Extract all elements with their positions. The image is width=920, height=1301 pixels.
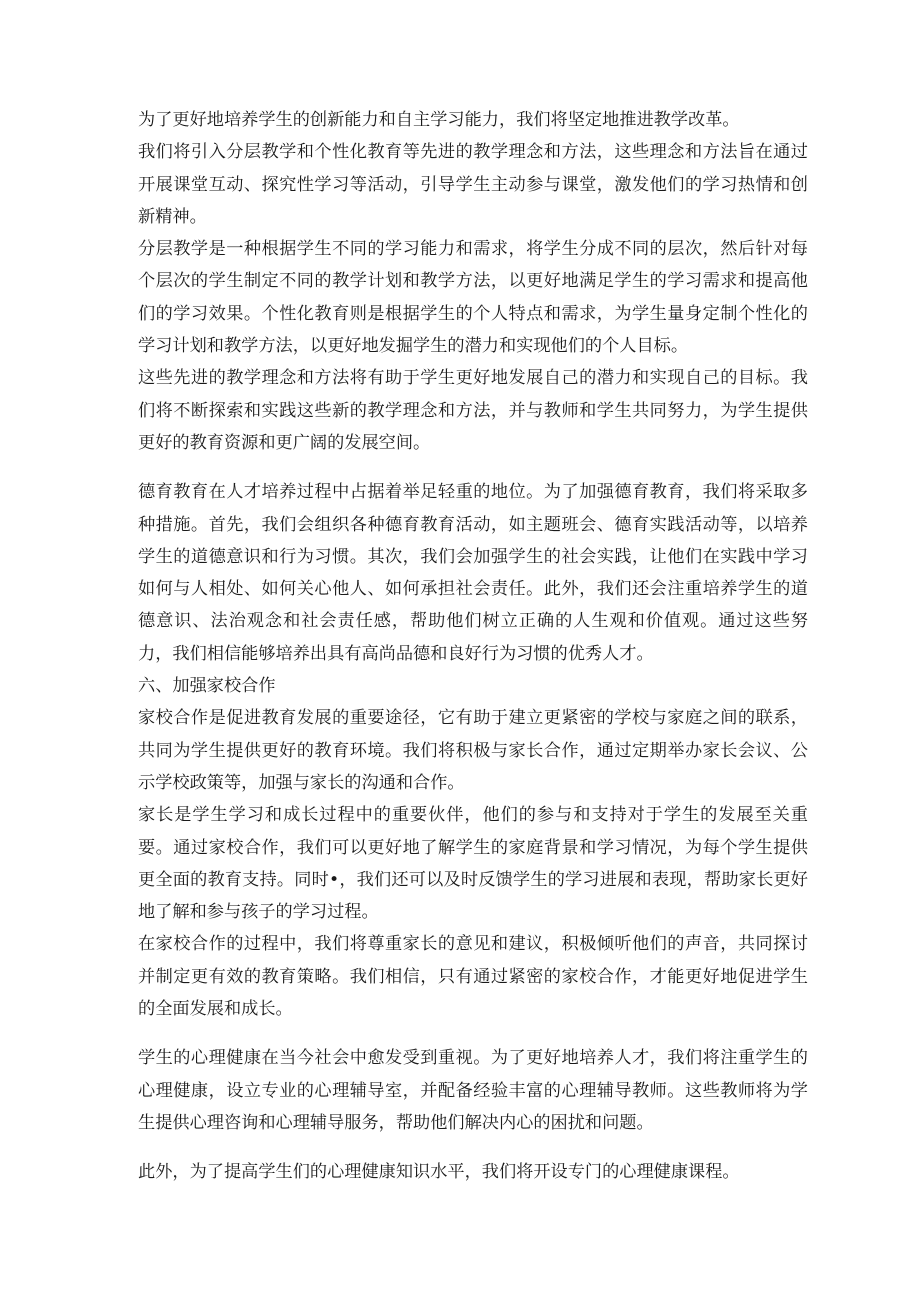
paragraph-parents-partners: 家长是学生学习和成长过程中的重要伙伴，他们的参与和支持对于学生的发展至关重要。通过家校合作，我们可以更好地了解学生的家庭背景和学习情况，为每个学生提供更全面的教育支持。同时•，我们还可以及时反馈学生的学习进展和表现，帮助家长更好地了解和参与孩子的学习过程。	[138, 805, 808, 923]
paragraph-respect-parents: 在家校合作的过程中，我们将尊重家长的意见和建议，积极倾听他们的声音，共同探讨并制定更有效的教育策略。我们相信，只有通过紧密的家校合作，才能更好地促进学生的全面发展和成长。	[138, 934, 808, 1020]
paragraph-teaching-benefits: 这些先进的教学理念和方法将有助于学生更好地发展自己的潜力和实现自己的目标。我们将不断探索和实践这些新的教学理念和方法，并与教师和学生共同努力，为学生提供更好的教育资源和更广阔的发展空间。	[138, 368, 808, 453]
paragraph-teaching-reform-intro: 为了更好地培养学生的创新能力和自主学习能力，我们将坚定地推进教学改革。	[138, 110, 740, 130]
paragraph-moral-education: 德育教育在人才培养过程中占据着举足轻重的地位。为了加强德育教育，我们将采取多种措施。首先，我们会组织各种德育教育活动，如主题班会、德育实践活动等，以培养学生的道德意识和行为习惯。其次，我们会加强学生的社会实践，让他们在实践中学习如何与人相处、如何关心他人、如何承担社会责任。此外，我们还会注重培养学生的道德意识、法治观念和社会责任感，帮助他们树立正确的人生观和价值观。通过这些努力，我们相信能够培养出具有高尚品德和良好行为习惯的优秀人才。	[138, 482, 808, 664]
section-heading-home-school: 六、加强家校合作	[138, 676, 276, 697]
paragraph-home-school-intro: 家校合作是促进教育发展的重要途径，它有助于建立更紧密的学校与家庭之间的联系，共同为学生提供更好的教育环境。我们将积极与家长合作，通过定期举办家长会议、公示学校政策等，加强与家长的沟通和合作。	[138, 708, 808, 793]
document-page	[138, 104, 808, 1189]
paragraph-mental-health-course: 此外，为了提高学生们的心理健康知识水平，我们将开设专门的心理健康课程。	[138, 1162, 740, 1183]
paragraph-layered-personalized-intro: 我们将引入分层教学和个性化教育等先进的教学理念和方法，这些理念和方法旨在通过开展课堂互动、探究性学习等活动，引导学生主动参与课堂，激发他们的学习热情和创新精神。	[138, 142, 808, 227]
paragraph-mental-health: 学生的心理健康在当今社会中愈发受到重视。为了更好地培养人才，我们将注重学生的心理健康，设立专业的心理辅导室，并配备经验丰富的心理辅导教师。这些教师将为学生提供心理咨询和心理辅导服务，帮助他们解决内心的困扰和问题。	[138, 1048, 808, 1133]
paragraph-layered-teaching: 分层教学是一种根据学生不同的学习能力和需求，将学生分成不同的层次，然后针对每个层次的学生制定不同的教学计划和教学方法，以更好地满足学生的学习需求和提高他们的学习效果。个性化教育则是根据学生的个人特点和需求，为学生量身定制个性化的学习计划和教学方法，以更好地发掘学生的潜力和实现他们的个人目标。	[138, 239, 808, 357]
